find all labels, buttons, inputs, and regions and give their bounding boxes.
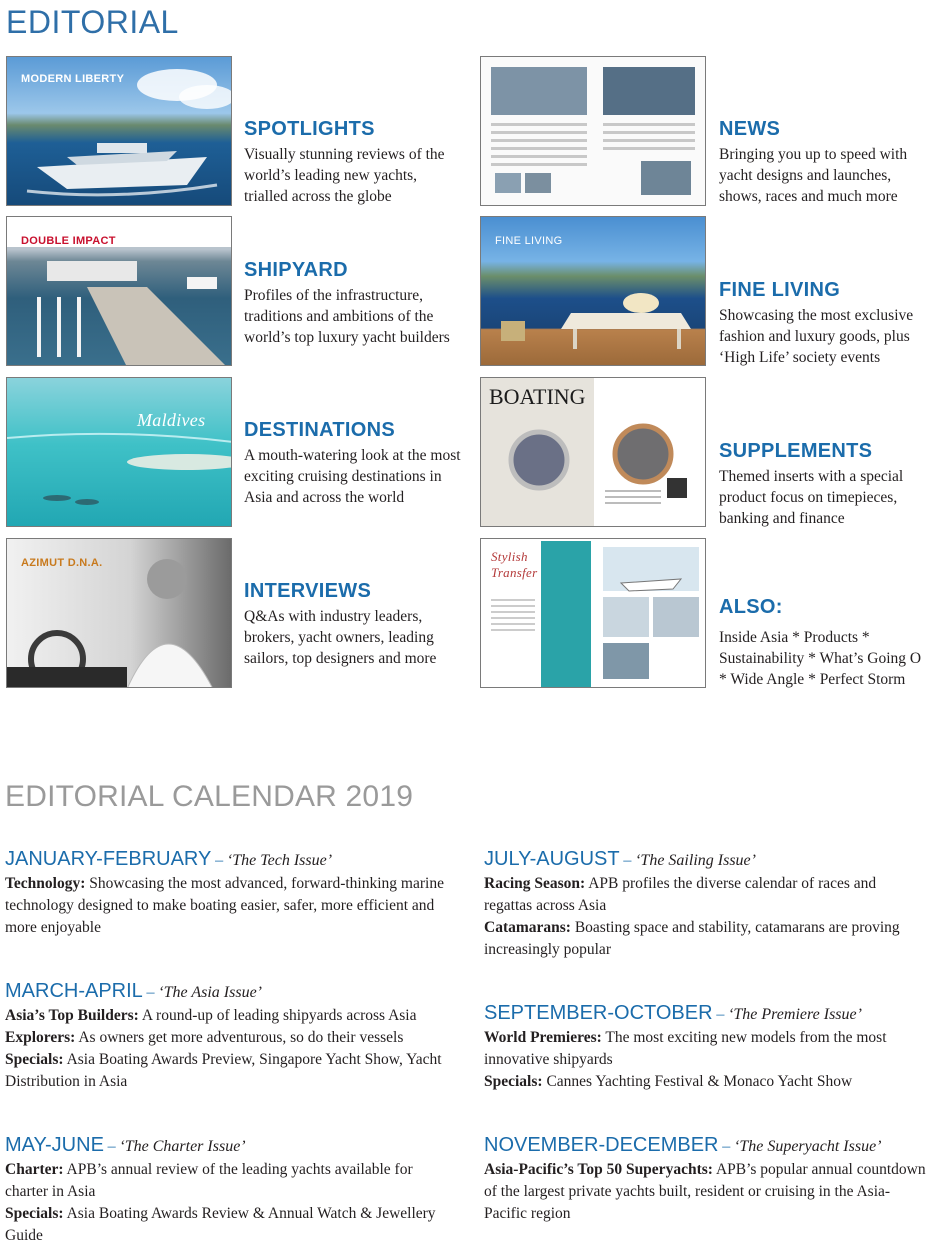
also-image bbox=[480, 538, 706, 688]
calendar-line: Specials: Asia Boating Awards Review & Annual Watch & Jewellery Guide bbox=[5, 1205, 436, 1244]
section-desc-supplements: Themed inserts with a special product focus on timepieces, banking and finance bbox=[719, 468, 904, 527]
section-desc-shipyard: Profiles of the infrastructure, traditions and ambitions of the world’s top luxury yacht builders bbox=[244, 287, 450, 346]
calendar-issue-title: ‘The Tech Issue’ bbox=[226, 852, 333, 869]
section-desc-fine-living: Showcasing the most exclusive fashion and luxury goods, plus ‘High Life’ society events bbox=[719, 307, 914, 366]
calendar-issue-title: ‘The Premiere Issue’ bbox=[728, 1006, 862, 1023]
calendar-dash: – bbox=[107, 1138, 116, 1155]
section-title-shipyard: SHIPYARD bbox=[244, 259, 348, 281]
calendar-issue-jul-aug bbox=[484, 847, 924, 961]
calendar-dash: – bbox=[146, 984, 155, 1001]
calendar-issue-may-jun bbox=[5, 1133, 445, 1246]
also-image-caption: Stylish Transfer bbox=[491, 549, 538, 580]
calendar-issue-title: ‘The Superyacht Issue’ bbox=[733, 1138, 882, 1155]
section-desc-destinations: A mouth-watering look at the most exciting cruising destinations in Asia and across the world bbox=[244, 447, 461, 506]
destinations-image bbox=[6, 377, 232, 527]
interviews-image-caption: AZIMUT D.N.A. bbox=[21, 557, 103, 569]
calendar-month: JULY-AUGUST bbox=[484, 848, 620, 870]
section-title-news: NEWS bbox=[719, 118, 781, 140]
calendar-dash: – bbox=[215, 852, 224, 869]
calendar-issue-mar-apr bbox=[5, 979, 445, 1093]
section-desc-also: Inside Asia * Products * Sustainability * What’s Going O * Wide Angle * Perfect Storm bbox=[719, 629, 922, 688]
calendar-heading: EDITORIAL CALENDAR 2019 bbox=[5, 780, 414, 813]
calendar-dash: – bbox=[716, 1006, 725, 1023]
calendar-month: SEPTEMBER-OCTOBER bbox=[484, 1002, 713, 1024]
calendar-line: Specials: Cannes Yachting Festival & Monaco Yacht Show bbox=[484, 1073, 853, 1090]
section-desc-spotlights: Visually stunning reviews of the world’s leading new yachts, trialled across the globe bbox=[244, 146, 445, 205]
calendar-dash: – bbox=[623, 852, 632, 869]
section-desc-interviews: Q&As with industry leaders, brokers, yacht owners, leading sailors, top designers and more bbox=[244, 608, 437, 667]
calendar-issue-sep-oct bbox=[484, 1001, 924, 1093]
news-spread-illustration bbox=[481, 57, 706, 206]
calendar-issue-title: ‘The Asia Issue’ bbox=[158, 984, 262, 1001]
shipyard-image-caption: DOUBLE IMPACT bbox=[21, 235, 116, 247]
fine-living-image bbox=[480, 216, 706, 366]
calendar-dash: – bbox=[722, 1138, 731, 1155]
calendar-issue-title: ‘The Charter Issue’ bbox=[119, 1138, 246, 1155]
section-title-interviews: INTERVIEWS bbox=[244, 580, 372, 602]
section-title-spotlights: SPOTLIGHTS bbox=[244, 118, 375, 140]
calendar-line: Specials: Asia Boating Awards Preview, Singapore Yacht Show, Yacht Distribution in Asia bbox=[5, 1051, 442, 1090]
calendar-line: World Premieres: The most exciting new models from the most innovative shipyards bbox=[484, 1029, 887, 1068]
interviews-image bbox=[6, 538, 232, 688]
shipyard-image bbox=[6, 216, 232, 366]
calendar-month: NOVEMBER-DECEMBER bbox=[484, 1134, 719, 1156]
calendar-line: Charter: APB’s annual review of the leading yachts available for charter in Asia bbox=[5, 1161, 413, 1200]
destinations-image-caption: Maldives bbox=[137, 410, 206, 430]
calendar-month: MAY-JUNE bbox=[5, 1134, 104, 1156]
spotlights-image-caption: MODERN LIBERTY bbox=[21, 73, 125, 85]
editorial-heading: EDITORIAL bbox=[6, 4, 179, 40]
lagoon-illustration bbox=[7, 378, 232, 527]
news-image bbox=[480, 56, 706, 206]
calendar-month: MARCH-APRIL bbox=[5, 980, 143, 1002]
calendar-issue-nov-dec bbox=[484, 1133, 930, 1225]
calendar-line: Racing Season: APB profiles the diverse calendar of races and regattas across Asia bbox=[484, 875, 877, 914]
calendar-line: Catamarans: Boasting space and stability, catamarans are proving increasingly popular bbox=[484, 919, 900, 958]
spotlights-image bbox=[6, 56, 232, 206]
calendar-issue-title: ‘The Sailing Issue’ bbox=[635, 852, 756, 869]
calendar-line: Explorers: As owners get more adventurous, so do their vessels bbox=[5, 1029, 404, 1046]
section-title-also: ALSO: bbox=[719, 596, 783, 618]
calendar-line: Asia-Pacific’s Top 50 Superyachts: APB’s popular annual countdown of the largest private yachts built, resident or cruising in the Asia-Pacific region bbox=[484, 1161, 926, 1222]
section-title-fine-living: FINE LIVING bbox=[719, 279, 841, 301]
section-title-supplements: SUPPLEMENTS bbox=[719, 440, 873, 462]
section-desc-news: Bringing you up to speed with yacht designs and launches, shows, races and much more bbox=[719, 146, 908, 205]
fine-living-image-caption: FINE LIVING bbox=[495, 235, 563, 247]
supplements-image-caption: BOATING bbox=[489, 384, 586, 409]
calendar-issue-jan-feb bbox=[5, 847, 445, 939]
supplements-image bbox=[480, 377, 706, 527]
calendar-line: Technology: Showcasing the most advanced, forward-thinking marine technology designed to make boating easier, safer, more efficient and more enjoyable bbox=[5, 875, 444, 936]
section-title-destinations: DESTINATIONS bbox=[244, 419, 396, 441]
calendar-line: Asia’s Top Builders: A round-up of leading shipyards across Asia bbox=[5, 1007, 417, 1024]
calendar-month: JANUARY-FEBRUARY bbox=[5, 848, 212, 870]
